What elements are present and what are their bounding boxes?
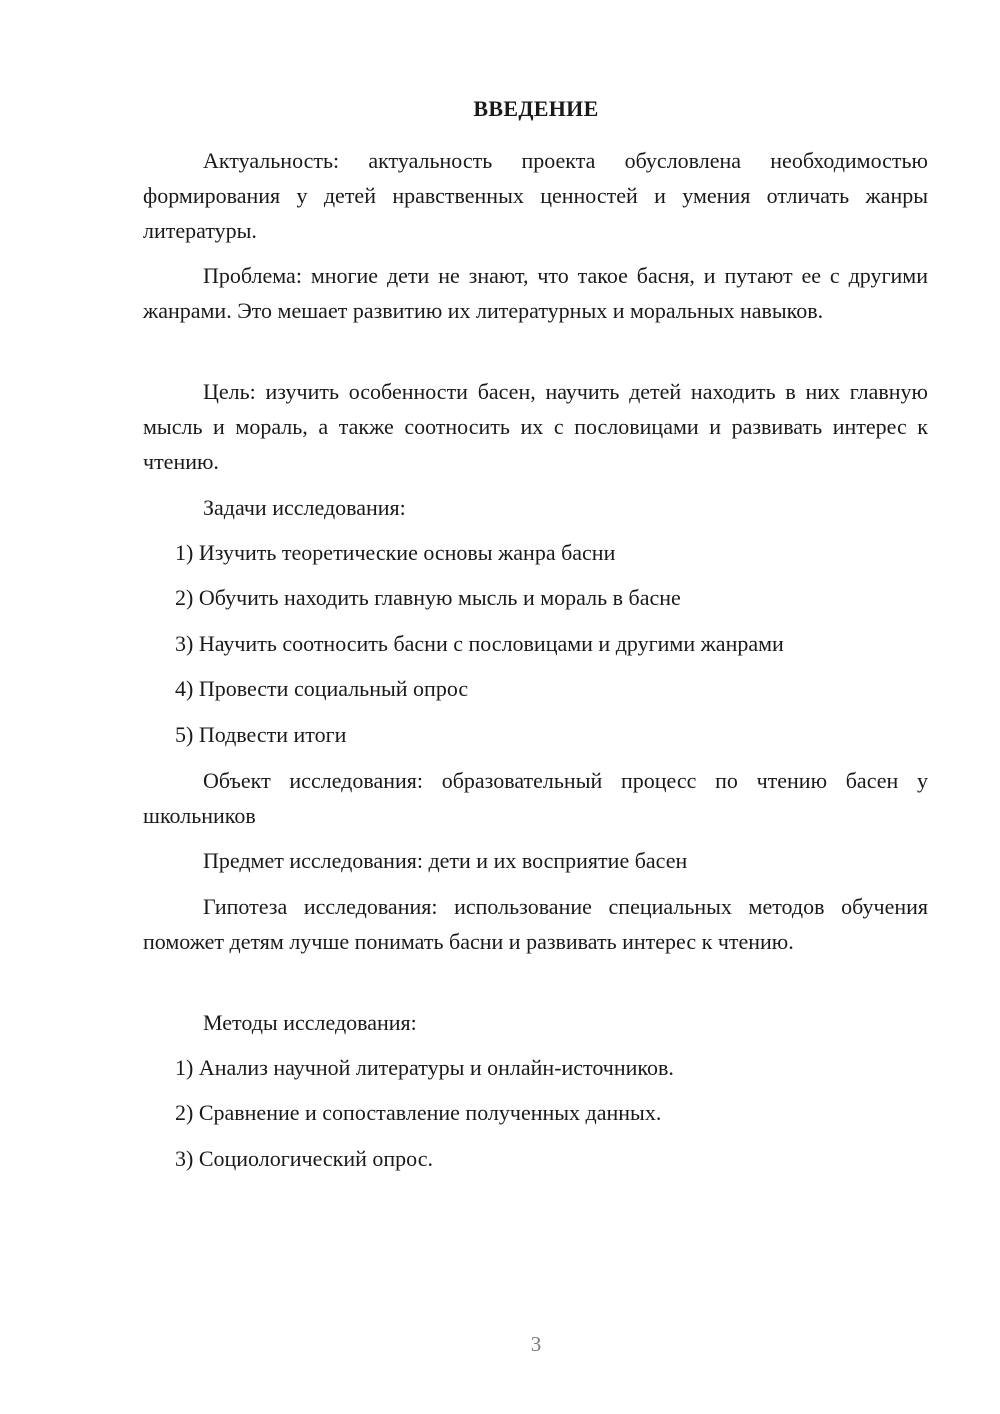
method-item: 1) Анализ научной литературы и онлайн-источников. [175, 1055, 674, 1080]
methods-heading: Методы исследования: [203, 1010, 417, 1035]
object-paragraph: Объект исследования: образовательный процесс по чтению басен у школьников [143, 768, 928, 828]
goal-paragraph: Цель: изучить особенности басен, научить детей находить в них главную мысль и мораль, а также соотносить их с пословицами и развивать интерес к чтению. [143, 379, 928, 474]
task-item: 5) Подвести итоги [175, 722, 347, 747]
tasks-heading: Задачи исследования: [203, 495, 406, 520]
hypothesis-paragraph: Гипотеза исследования: использование специальных методов обучения поможет детям лучше понимать басни и развивать интерес к чтению. [143, 894, 928, 954]
task-item: 3) Научить соотносить басни с пословицами и другими жанрами [175, 631, 784, 656]
subject-paragraph: Предмет исследования: дети и их восприятие басен [203, 848, 688, 873]
problem-paragraph: Проблема: многие дети не знают, что такое басня, и путают ее с другими жанрами. Это мешает развитию их литературных и моральных навыков. [143, 263, 928, 323]
page-number: 3 [530, 1332, 542, 1356]
method-item: 2) Сравнение и сопоставление полученных данных. [175, 1100, 662, 1125]
method-item: 3) Социологический опрос. [175, 1146, 433, 1171]
task-item: 1) Изучить теоретические основы жанра басни [175, 540, 616, 565]
section-title: ВВЕДЕНИЕ [473, 96, 599, 121]
task-item: 2) Обучить находить главную мысль и мораль в басне [175, 585, 681, 610]
relevance-paragraph: Актуальность: актуальность проекта обусловлена необходимостью формирования у детей нравственных ценностей и умения отличать жанры литературы. [143, 148, 928, 243]
task-item: 4) Провести социальный опрос [175, 676, 469, 701]
